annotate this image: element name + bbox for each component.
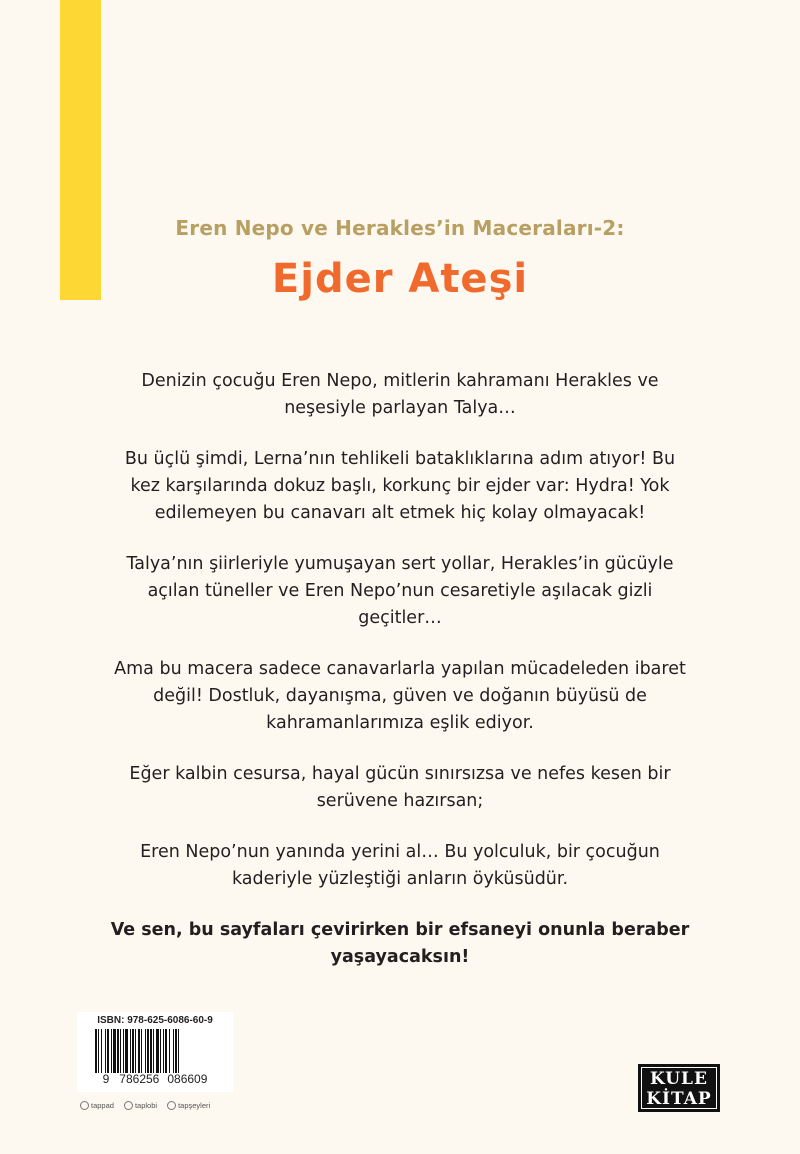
barcode-bar bbox=[138, 1029, 140, 1073]
publisher-logo bbox=[124, 1101, 157, 1110]
barcode-bar bbox=[101, 1029, 102, 1073]
book-title: Ejder Ateşi bbox=[271, 256, 529, 302]
series-title: Eren Nepo ve Herakles’in Maceraları-2: bbox=[175, 216, 625, 240]
barcode-bar bbox=[178, 1029, 179, 1073]
barcode-bar bbox=[95, 1029, 97, 1073]
barcode-digits bbox=[77, 1072, 233, 1086]
publisher-logos bbox=[80, 1098, 240, 1112]
blurb-paragraph: Eğer kalbin cesursa, hayal gücün sınırsızsa ve nefes kesen bir serüvene hazırsan; bbox=[129, 764, 671, 811]
publisher-name: taplobi bbox=[134, 1100, 158, 1110]
barcode-bar bbox=[147, 1029, 149, 1073]
blurb-paragraph: Bu üçlü şimdi, Lerna’nın tehlikeli bataklıklarına adım atıyor! Bu kez karşılarında dokuz başlı, korkunç bir ejder var: Hydra! Yok edilemeyen bu canavarı alt etmek hiç kolay olmayacak! bbox=[124, 449, 676, 523]
barcode-bar bbox=[165, 1029, 167, 1073]
barcode-bar bbox=[169, 1029, 170, 1073]
barcode-bar bbox=[113, 1029, 116, 1073]
barcode-bar bbox=[111, 1029, 112, 1073]
barcode-digit-group: 786256 bbox=[119, 1072, 160, 1086]
isbn-label: ISBN: 978-625-6086-60-9 bbox=[97, 1015, 213, 1026]
back-cover-blurb bbox=[110, 368, 690, 995]
publisher-icon bbox=[124, 1101, 133, 1110]
barcode-digit-group: 086609 bbox=[167, 1072, 208, 1086]
barcode-bar bbox=[105, 1029, 106, 1073]
blurb-paragraph: Ama bu macera sadece canavarlarla yapılan mücadeleden ibaret değil! Dostluk, dayanışma, güven ve doğanın büyüsü de kahramanlarımıza eşlik ediyor. bbox=[114, 659, 686, 733]
barcode-bar bbox=[156, 1029, 159, 1073]
barcode-bar bbox=[98, 1029, 99, 1073]
barcode-bar bbox=[153, 1029, 154, 1073]
barcode-bar bbox=[135, 1029, 136, 1073]
barcode-bars bbox=[95, 1029, 215, 1073]
blurb-paragraph: Eren Nepo’nun yanında yerini al… Bu yolculuk, bir çocuğun kaderiyle yüzleştiği anların öyküsüdür. bbox=[140, 842, 660, 889]
publisher-icon bbox=[80, 1101, 89, 1110]
barcode-bar bbox=[141, 1029, 142, 1073]
barcode-bar bbox=[150, 1029, 152, 1073]
barcode-bar bbox=[125, 1029, 128, 1073]
barcode-bar bbox=[120, 1029, 121, 1073]
logo-line: KİTAP bbox=[646, 1089, 712, 1109]
kule-kitap-logo bbox=[638, 1064, 720, 1112]
publisher-name: tappad bbox=[91, 1100, 114, 1110]
publisher-icon bbox=[167, 1101, 176, 1110]
barcode-bar bbox=[173, 1029, 174, 1073]
barcode-bar bbox=[145, 1029, 146, 1073]
accent-stripe bbox=[60, 0, 101, 300]
blurb-closing: Ve sen, bu sayfaları çevirirken bir efsaneyi onunla beraber yaşayacaksın! bbox=[110, 920, 690, 967]
isbn-barcode bbox=[77, 1012, 233, 1092]
publisher-logo bbox=[167, 1101, 210, 1110]
publisher-name: tapşeyleri bbox=[178, 1100, 211, 1110]
logo-line: KULE bbox=[650, 1069, 708, 1089]
blurb-paragraph: Talya’nın şiirleriyle yumuşayan sert yollar, Herakles’in gücüyle açılan tüneller ve Eren Nepo’nun cesaretiyle aşılacak gizli geçitler… bbox=[126, 554, 674, 628]
barcode-bar bbox=[107, 1029, 109, 1073]
barcode-bar bbox=[132, 1029, 134, 1073]
barcode-bar bbox=[123, 1029, 124, 1073]
barcode-bar bbox=[160, 1029, 161, 1073]
barcode-bar bbox=[117, 1029, 119, 1073]
barcode-bar bbox=[163, 1029, 164, 1073]
publisher-logo bbox=[80, 1101, 114, 1110]
barcode-bar bbox=[175, 1029, 177, 1073]
barcode-digit-group: 9 bbox=[102, 1072, 110, 1086]
blurb-paragraph: Denizin çocuğu Eren Nepo, mitlerin kahramanı Herakles ve neşesiyle parlayan Talya… bbox=[141, 371, 659, 418]
barcode-bar bbox=[130, 1029, 131, 1073]
